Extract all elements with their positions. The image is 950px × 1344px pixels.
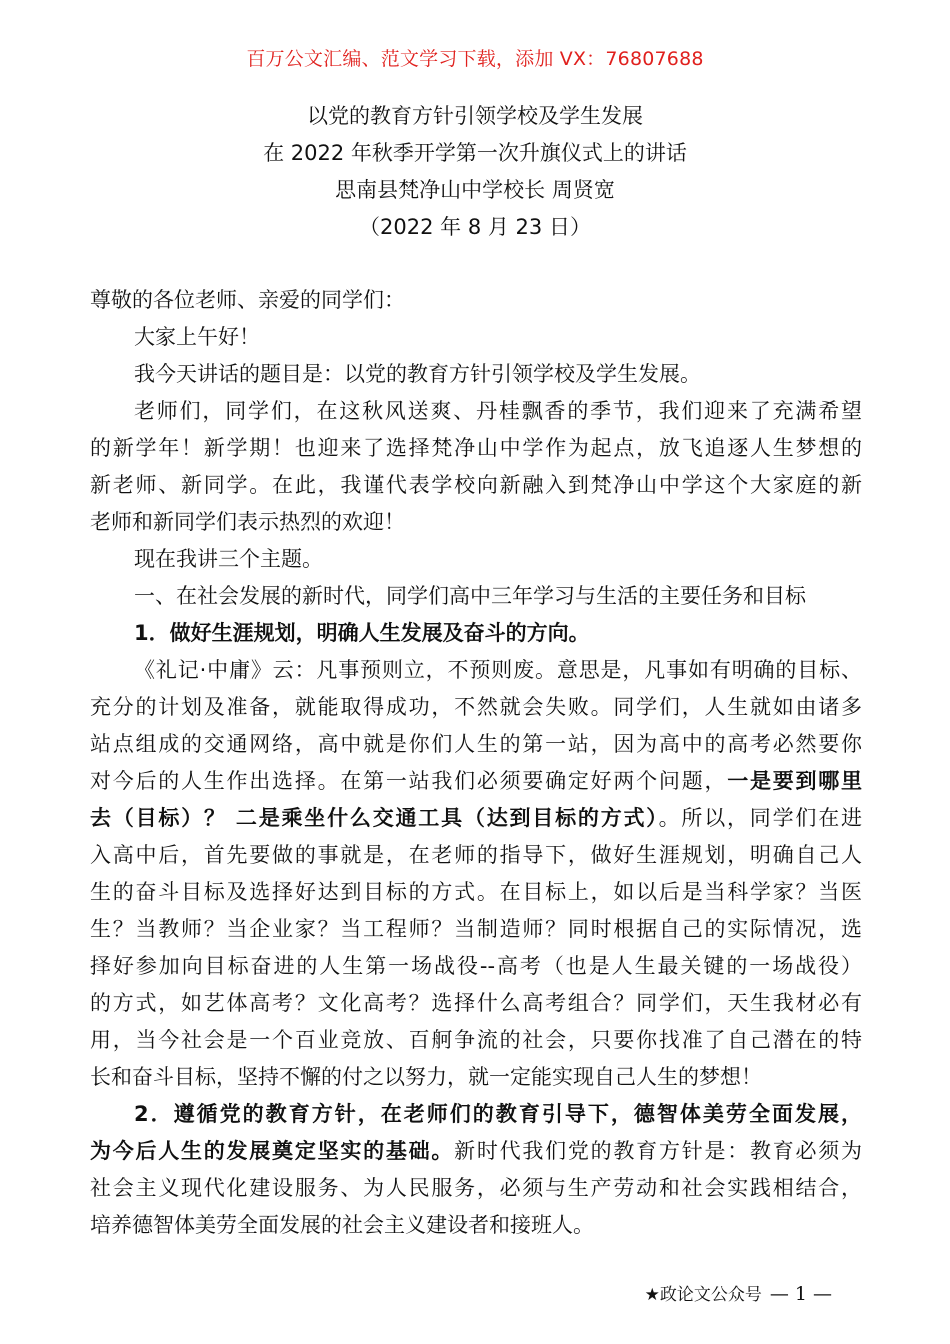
section-heading-1: 一、在社会发展的新时代，同学们高中三年学习与生活的主要任务和目标 — [134, 584, 806, 608]
footer-source: ★政论文公众号 — [644, 1285, 762, 1305]
paragraph-welcome — [90, 393, 862, 541]
text-normal: 新时代我们党的教育方针是：教育必须为 — [454, 1139, 863, 1163]
paragraph-line: 新老师、新同学。在此，我谨代表学校向新融入到梵净山中学这个大家庭的新 — [90, 473, 862, 497]
author-line: 思南县梵净山中学校长 周贤宽 — [335, 178, 615, 202]
date-line: （2022 年 8 月 23 日） — [359, 215, 591, 239]
paragraph-line: 生？当教师？当企业家？当工程师？当制造师？同时根据自己的实际情况，选 — [90, 917, 862, 941]
paragraph-education-policy — [90, 1096, 862, 1244]
paragraph-line: 择好参加向目标奋进的人生第一场战役--高考（也是人生最关键的一场战役） — [90, 954, 862, 978]
document-body — [90, 282, 862, 1244]
text-normal: 。所以，同学们在进 — [658, 806, 863, 830]
title-block — [0, 98, 950, 246]
paragraph-line: 社会主义现代化建设服务、为人民服务，必须与生产劳动和社会实践相结合， — [90, 1176, 862, 1200]
paragraph-line: 培养德智体美劳全面发展的社会主义建设者和接班人。 — [90, 1213, 594, 1237]
paragraph-line: 老师们，同学们，在这秋风送爽、丹桂飘香的季节，我们迎来了充满希望 — [134, 399, 862, 423]
salutation: 尊敬的各位老师、亲爱的同学们： — [90, 288, 405, 312]
greeting: 大家上午好！ — [134, 325, 260, 349]
paragraph-line: 充分的计划及准备，就能取得成功，不然就会失败。同学们，人生就如由诸多 — [90, 695, 862, 719]
paragraph-line: 站点组成的交通网络，高中就是你们人生的第一站，因为高中的高考必然要你 — [90, 732, 862, 756]
document-subtitle: 在 2022 年秋季开学第一次升旗仪式上的讲话 — [263, 141, 687, 165]
paragraph-line — [90, 800, 862, 837]
three-topics-intro: 现在我讲三个主题。 — [134, 547, 323, 571]
text-bold: 去（目标）？ 二是乘坐什么交通工具（达到目标的方式） — [90, 806, 659, 830]
paragraph-planning — [90, 652, 862, 1096]
text-bold: 为今后人生的发展奠定坚实的基础。 — [90, 1139, 455, 1163]
paragraph-line: 入高中后，首先要做的事就是，在老师的指导下，做好生涯规划，明确自己人 — [90, 843, 862, 867]
paragraph-line: 老师和新同学们表示热烈的欢迎！ — [90, 510, 405, 534]
promo-banner: 百万公文汇编、范文学习下载，添加 VX：76807688 — [246, 48, 704, 70]
text-bold: 一是要到哪里 — [727, 769, 863, 793]
paragraph-line: 长和奋斗目标，坚持不懈的付之以努力，就一定能实现自己人生的梦想！ — [90, 1065, 762, 1089]
paragraph-line: 生的奋斗目标及选择好达到目标的方式。在目标上，如以后是当科学家？当医 — [90, 880, 862, 904]
page-number: — 1 — — [769, 1283, 832, 1305]
paragraph-line — [90, 1133, 862, 1170]
paragraph-line: 的方式，如艺体高考？文化高考？选择什么高考组合？同学们，天生我材必有 — [90, 991, 862, 1015]
page-footer — [645, 1279, 832, 1310]
paragraph-line: 用，当今社会是一个百业竞放、百舸争流的社会，只要你找准了自己潜在的特 — [90, 1028, 862, 1052]
point-heading-1: 1．做好生涯规划，明确人生发展及奋斗的方向。 — [134, 621, 590, 645]
paragraph-line: 《礼记·中庸》云：凡事预则立，不预则废。意思是，凡事如有明确的目标、 — [134, 658, 862, 682]
document-title: 以党的教育方针引领学校及学生发展 — [307, 104, 643, 128]
text-normal: 对今后的人生作出选择。在第一站我们必须要确定好两个问题， — [90, 769, 728, 793]
paragraph-line — [90, 763, 862, 800]
point-heading-2: 2．遵循党的教育方针，在老师们的教育引导下，德智体美劳全面发展， — [134, 1102, 862, 1126]
speech-topic: 我今天讲话的题目是：以党的教育方针引领学校及学生发展。 — [134, 362, 701, 386]
paragraph-line: 的新学年！新学期！也迎来了选择梵净山中学作为起点，放飞追逐人生梦想的 — [90, 436, 862, 460]
